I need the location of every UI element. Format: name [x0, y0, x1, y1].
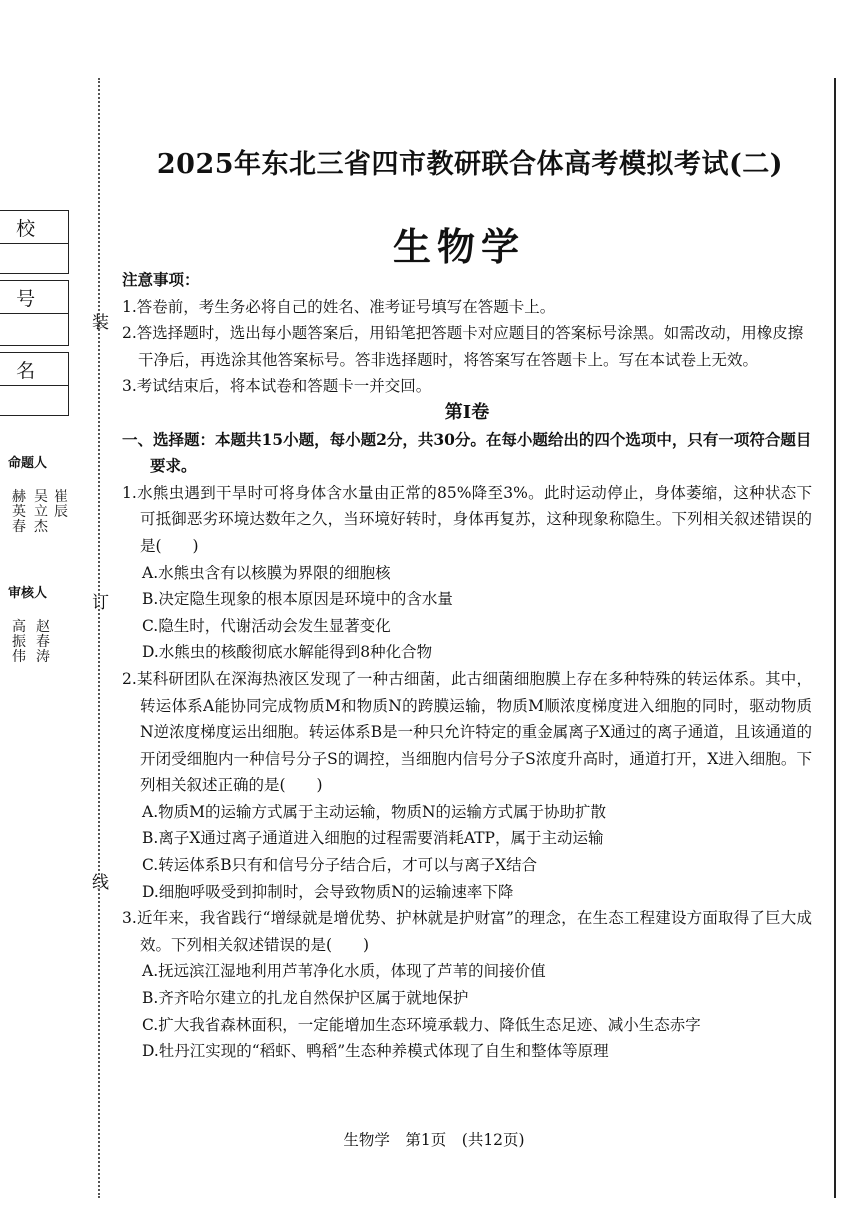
- school-label: 校: [4, 218, 36, 240]
- volume-label: 第Ⅰ卷: [444, 401, 490, 423]
- page-footer: 生物学 第1页 (共12页): [343, 1131, 525, 1149]
- right-border-line: [834, 78, 836, 1198]
- notice-item-2: 2.答选择题时，选出每小题答案后，用铅笔把答题卡对应题目的答案标号涂黑。如需改动，用橡皮擦干净后，再选涂其他答案标号。答非选择题时，将答案写在答题卡上。写在本试卷上无效。: [122, 324, 804, 369]
- binding-mark-xian: 线: [92, 873, 109, 893]
- school-box: [0, 210, 69, 274]
- notice-heading: 注意事项：: [122, 270, 200, 289]
- reviewer-title: 审核人: [8, 586, 48, 601]
- name-label: 名: [4, 360, 36, 382]
- question-2-option-c: C.转运体系B只有和信号分子结合后，才可以与离子X结合: [142, 856, 538, 875]
- question-3-stem: 3.近年来，我省践行“增绿就是增优势、护林就是护财富”的理念，在生态工程建设方面取得了巨大成效。下列相关叙述错误的是( ): [122, 909, 812, 954]
- section-heading: 一、选择题：本题共15小题，每小题2分，共30分。在每小题给出的四个选项中，只有一项符合题目要求。: [122, 429, 812, 476]
- exam-title: 2025年东北三省四市教研联合体高考模拟考试(二): [156, 149, 784, 180]
- question-1-stem: 1.水熊虫遇到干旱时可将身体含水量由正常的85%降至3%。此时运动停止，身体萎缩，这种状态下可抵御恶劣环境达数年之久，当环境好转时，身体再复苏，这种现象称隐生。下列相关叙述错误的是( ): [122, 483, 812, 555]
- author-title: 命题人: [8, 456, 48, 471]
- author-name-3: 崔辰: [54, 489, 68, 520]
- question-3-option-c: C.扩大我省森林面积，一定能增加生态环境承载力、降低生态足迹、减小生态赤字: [142, 1015, 701, 1034]
- name-box: [0, 352, 69, 416]
- question-2-option-a: A.物质M的运输方式属于主动运输，物质N的运输方式属于协助扩散: [142, 802, 607, 821]
- question-3-option-a: A.抚远滨江湿地利用芦苇净化水质，体现了芦苇的间接价值: [142, 962, 546, 981]
- author-name-2: 吴立杰: [34, 489, 48, 535]
- reviewer-name-2: 赵春涛: [36, 619, 50, 665]
- question-1-option-d: D.水熊虫的核酸彻底水解能得到8种化合物: [142, 643, 433, 662]
- author-name-1: 赫英春: [12, 489, 26, 535]
- question-2-option-d: D.细胞呼吸受到抑制时，会导致物质N的运输速率下降: [142, 882, 514, 901]
- question-1-option-c: C.隐生时，代谢活动会发生显著变化: [142, 616, 391, 635]
- question-1-option-b: B.决定隐生现象的根本原因是环境中的含水量: [142, 590, 453, 609]
- question-2-option-b: B.离子X通过离子通道进入细胞的过程需要消耗ATP，属于主动运输: [142, 829, 604, 848]
- exam-content: [122, 267, 812, 1065]
- binding-mark-ding: 订: [92, 593, 109, 613]
- notice-item-1: 1.答卷前，考生务必将自己的姓名、准考证号填写在答题卡上。: [122, 297, 556, 316]
- question-3-option-b: B.齐齐哈尔建立的扎龙自然保护区属于就地保护: [142, 989, 469, 1008]
- notice-item-3: 3.考试结束后，将本试卷和答题卡一并交回。: [122, 377, 432, 396]
- exam-number-label: 号: [4, 288, 36, 310]
- binding-dotted-line: [98, 78, 100, 1198]
- question-3-option-d: D.牡丹江实现的“稻虾、鸭稻”生态种养模式体现了自生和整体等原理: [142, 1042, 609, 1061]
- question-1-option-a: A.水熊虫含有以核膜为界限的细胞核: [142, 563, 391, 582]
- reviewer-name-1: 高振伟: [12, 619, 26, 665]
- subject-title: 生物学: [392, 224, 525, 269]
- binding-mark-zhuang: 装: [92, 313, 109, 333]
- exam-number-box: [0, 280, 69, 346]
- question-2-stem: 2.某科研团队在深海热液区发现了一种古细菌，此古细菌细胞膜上存在多种特殊的转运体系。其中，转运体系A能协同完成物质M和物质N的跨膜运输，物质M顺浓度梯度进入细胞的同时，驱动物质N逆浓度梯度运出细胞。转运体系B是一种只允许特定的重金属离子X通过的离子通道，且该通道的开闭受细胞内一种信号分子S的调控，当细胞内信号分子S浓度升高时，通道打开，X进入细胞。下列相关叙述正确的是( ): [122, 669, 812, 795]
